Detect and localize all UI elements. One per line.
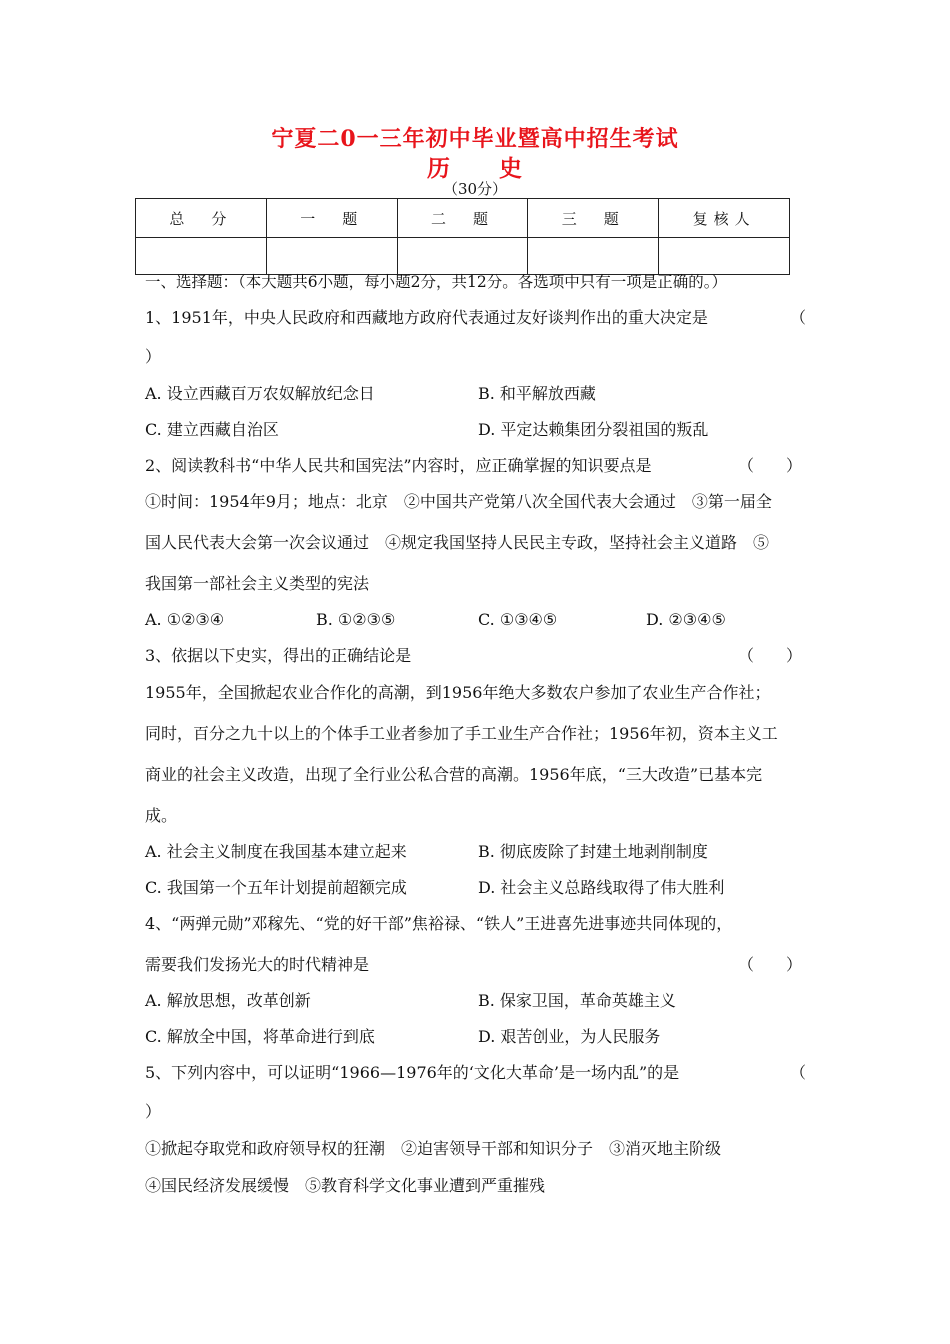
q2-statement-line1: ①时间：1954年9月；地点：北京 ②中国共产党第八次全国代表大会通过 ③第一届全 [145,492,772,511]
score-cell-part1[interactable] [266,238,397,275]
q5-statement-line2: ④国民经济发展缓慢 ⑤教育科学文化事业遭到严重摧残 [145,1176,546,1195]
q3-material-line4: 成。 [145,806,178,825]
score-header-part1: 一 题 [266,199,397,238]
q4-option-c[interactable]: C. 解放全中国，将革命进行到底 [145,1027,375,1046]
score-cell-part3[interactable] [528,238,659,275]
q1-option-b[interactable]: B. 和平解放西藏 [478,384,596,403]
q1-option-d[interactable]: D. 平定达赖集团分裂祖国的叛乱 [478,420,709,439]
q1-answer-paren-open[interactable]: （ [790,308,807,327]
section1-heading: 一、选择题：（本大题共6小题，每小题2分，共12分。各选项中只有一项是正确的。） [145,273,727,291]
q1-stem: 1、1951年，中央人民政府和西藏地方政府代表通过友好谈判作出的重大决定是 [145,308,708,327]
q3-material-line2: 同时，百分之九十以上的个体手工业者参加了手工业生产合作社；1956年初，资本主义工 [145,724,778,743]
q1-option-c[interactable]: C. 建立西藏自治区 [145,420,279,439]
q3-material-line1: 1955年，全国掀起农业合作化的高潮，到1956年绝大多数农户参加了农业生产合作社； [145,683,771,702]
q3-option-c[interactable]: C. 我国第一个五年计划提前超额完成 [145,878,407,897]
score-header-total: 总 分 [136,199,267,238]
q4-stem-line1: 4、“两弹元勋”邓稼先、“党的好干部”焦裕禄、“铁人”王进喜先进事迹共同体现的， [145,914,733,933]
q1-answer-paren-close: ） [145,347,162,366]
q3-material-line3: 商业的社会主义改造，出现了全行业公私合营的高潮。1956年底，“三大改造”已基本完 [145,765,763,784]
score-cell-total[interactable] [136,238,267,275]
score-cell-reviewer[interactable] [659,238,790,275]
score-header-part3: 三 题 [528,199,659,238]
q5-answer-paren-open[interactable]: （ [790,1063,807,1082]
q4-option-b[interactable]: B. 保家卫国，革命英雄主义 [478,991,676,1010]
subject-title: 历 史 [427,155,523,182]
score-header-reviewer: 复核人 [659,199,790,238]
score-table-entry-row [136,238,790,275]
q3-option-b[interactable]: B. 彻底废除了封建土地剥削制度 [478,842,708,861]
q2-statement-line2: 国人民代表大会第一次会议通过 ④规定我国坚持人民民主专政，坚持社会主义道路 ⑤ [145,533,770,552]
score-cell-part2[interactable] [397,238,528,275]
total-score-label: （30分） [442,180,508,198]
q4-stem-line2: 需要我们发扬光大的时代精神是 [145,955,370,974]
q3-option-a[interactable]: A. 社会主义制度在我国基本建立起来 [145,842,407,861]
q4-option-d[interactable]: D. 艰苦创业，为人民服务 [478,1027,661,1046]
score-header-part2: 二 题 [397,199,528,238]
q2-answer-paren[interactable]: （ ） [738,456,803,475]
q2-option-a[interactable]: A. ①②③④ [145,610,225,629]
q3-answer-paren[interactable]: （ ） [738,646,803,665]
q2-stem: 2、阅读教科书“中华人民共和国宪法”内容时，应正确掌握的知识要点是 [145,456,652,475]
q3-stem: 3、依据以下史实，得出的正确结论是 [145,646,412,665]
q3-option-d[interactable]: D. 社会主义总路线取得了伟大胜利 [478,878,725,897]
q2-option-c[interactable]: C. ①③④⑤ [478,610,558,629]
q2-statement-line3: 我国第一部社会主义类型的宪法 [145,574,370,593]
q1-option-a[interactable]: A. 设立西藏百万农奴解放纪念日 [145,384,375,403]
q4-answer-paren[interactable]: （ ） [738,955,803,974]
q2-option-b[interactable]: B. ①②③⑤ [316,610,396,629]
q5-stem: 5、下列内容中，可以证明“1966—1976年的‘文化大革命’是一场内乱”的是 [145,1063,680,1082]
q4-option-a[interactable]: A. 解放思想，改革创新 [145,991,311,1010]
q5-answer-paren-close: ） [145,1102,162,1121]
q5-statement-line1: ①掀起夺取党和政府领导权的狂潮 ②迫害领导干部和知识分子 ③消灭地主阶级 [145,1139,722,1158]
exam-title: 宁夏二0一三年初中毕业暨高中招生考试 [271,126,679,152]
score-table-header-row [136,199,790,238]
q2-option-d[interactable]: D. ②③④⑤ [646,610,726,629]
score-table [135,198,790,275]
